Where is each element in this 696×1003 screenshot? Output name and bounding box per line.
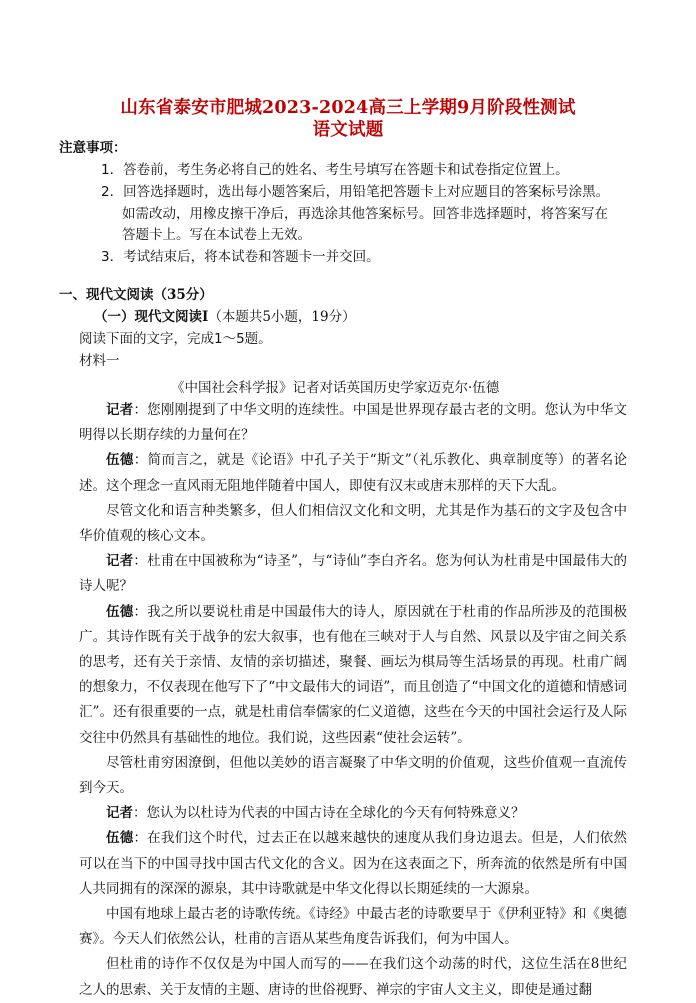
paragraph: 记者：杜甫在中国被称为“诗圣”，与“诗仙”李白齐名。您为何认为杜甫是中国最伟大的诗人呢？ — [79, 553, 628, 595]
paragraph: 伍德：简而言之，就是《论语》中孔子关于“斯文”（礼乐教化、典章制度等）的著名论述。这个理念一直风雨无阻地伴随着中国人，即使有汉末或唐末那样的天下大乱。 — [79, 452, 627, 494]
exam-title: 山东省泰安市肥城2023-2024高三上学期9月阶段性测试 — [120, 98, 576, 118]
section-heading: 一、现代文阅读（35分） — [59, 287, 213, 303]
note-item: 1．答卷前，考生务必将自己的姓名、考生号填写在答题卡和试卷指定位置上。 — [101, 162, 569, 178]
note-item: 3．考试结束后，将本试卷和答题卡一并交回。 — [101, 249, 380, 265]
paragraph: 记者：您刚刚提到了中华文明的连续性。中国是世界现存最古老的文明。您认为中华文明得以长期存续的力量何在？ — [79, 402, 628, 444]
subsection-score: （本题共5小题，19分） — [208, 309, 356, 325]
note-item: 2．回答选择题时，选出每小题答案后，用铅笔把答题卡上对应题目的答案标号涂黑。 — [101, 184, 610, 200]
paragraph: 伍德：在我们这个时代，过去正在以越来越快的速度从我们身边退去。但是，人们依然可以在当下的中国寻找中国古代文化的含义。因为在这表面之下，所奔流的依然是所有中国人共同拥有的深深的源泉，其中诗歌就是中华文化得以长期延续的一大源泉。 — [79, 830, 628, 897]
reading-instruction: 阅读下面的文字，完成1～5题。 — [79, 331, 272, 347]
note-item-continued: 答题卡上。写在本试卷上无效。 — [122, 227, 311, 243]
speaker-label: 伍德 — [106, 452, 134, 469]
article-body — [79, 398, 627, 1003]
speaker-label: 记者 — [106, 402, 134, 418]
material-label: 材料一 — [79, 353, 120, 369]
paragraph: 记者：您认为以杜诗为代表的中国古诗在全球化的今天有何特殊意义？ — [106, 805, 525, 822]
speaker-label: 伍德 — [106, 603, 134, 620]
notes-heading: 注意事项： — [59, 140, 127, 156]
paragraph: 中国有地球上最古老的诗歌传统。《诗经》中最古老的诗歌要早于《伊利亚特》和《奥德赛》。今天人们依然公认，杜甫的言语从某些角度告诉我们，何为中国人。 — [79, 906, 627, 948]
speaker-label: 记者 — [106, 553, 134, 570]
note-item-continued: 如需改动，用橡皮擦干净后，再选涂其他答案标号。回答非选择题时，将答案写在 — [122, 206, 608, 222]
speaker-label: 记者 — [106, 805, 133, 822]
subsection-title: （一）现代文阅读Ⅰ — [94, 309, 209, 325]
paragraph: 尽管文化和语言种类繁多，但人们相信汉文化和文明，尤其是作为基石的文字及包含中华价值观的核心文本。 — [79, 502, 627, 545]
exam-subject-title: 语文试题 — [312, 120, 384, 140]
paragraph: 尽管杜甫穷困潦倒，但他以美妙的语言凝聚了中华文明的价值观，这些价值观一直流传到今天。 — [79, 754, 627, 797]
article-title: 《中国社会科学报》记者对话英国历史学家迈克尔·伍德 — [171, 380, 500, 396]
paragraph: 但杜甫的诗作不仅仅是为中国人而写的——在我们这个动荡的时代，这位生活在8世纪之人的思索、关于友情的主题、唐诗的世俗视野、禅宗的宇宙人文主义，即使是通过翻 — [79, 956, 627, 998]
speaker-label: 伍德 — [106, 830, 134, 847]
paragraph: 伍德：我之所以要说杜甫是中国最伟大的诗人，原因就在于杜甫的作品所涉及的范围极广。其诗作既有关于战争的宏大叙事，也有他在三峡对于人与自然、风景以及宇宙之间关系的思考，还有关于亲情、友情的亲切描述，聚餐、画坛为棋局等生活场景的再现。杜甫广阔的想象力，不仅表现在他写下了“中文最伟大的词语”，而且创造了“中国文化的道德和情感词汇”。还有很重要的一点，就是杜甫信奉儒家的仁义道德，这些在今天的中国社会运行及人际交往中仍然具有基础性的地位。我们说，这些因素“使社会运转”。 — [79, 603, 628, 746]
subsection-heading — [94, 308, 356, 326]
